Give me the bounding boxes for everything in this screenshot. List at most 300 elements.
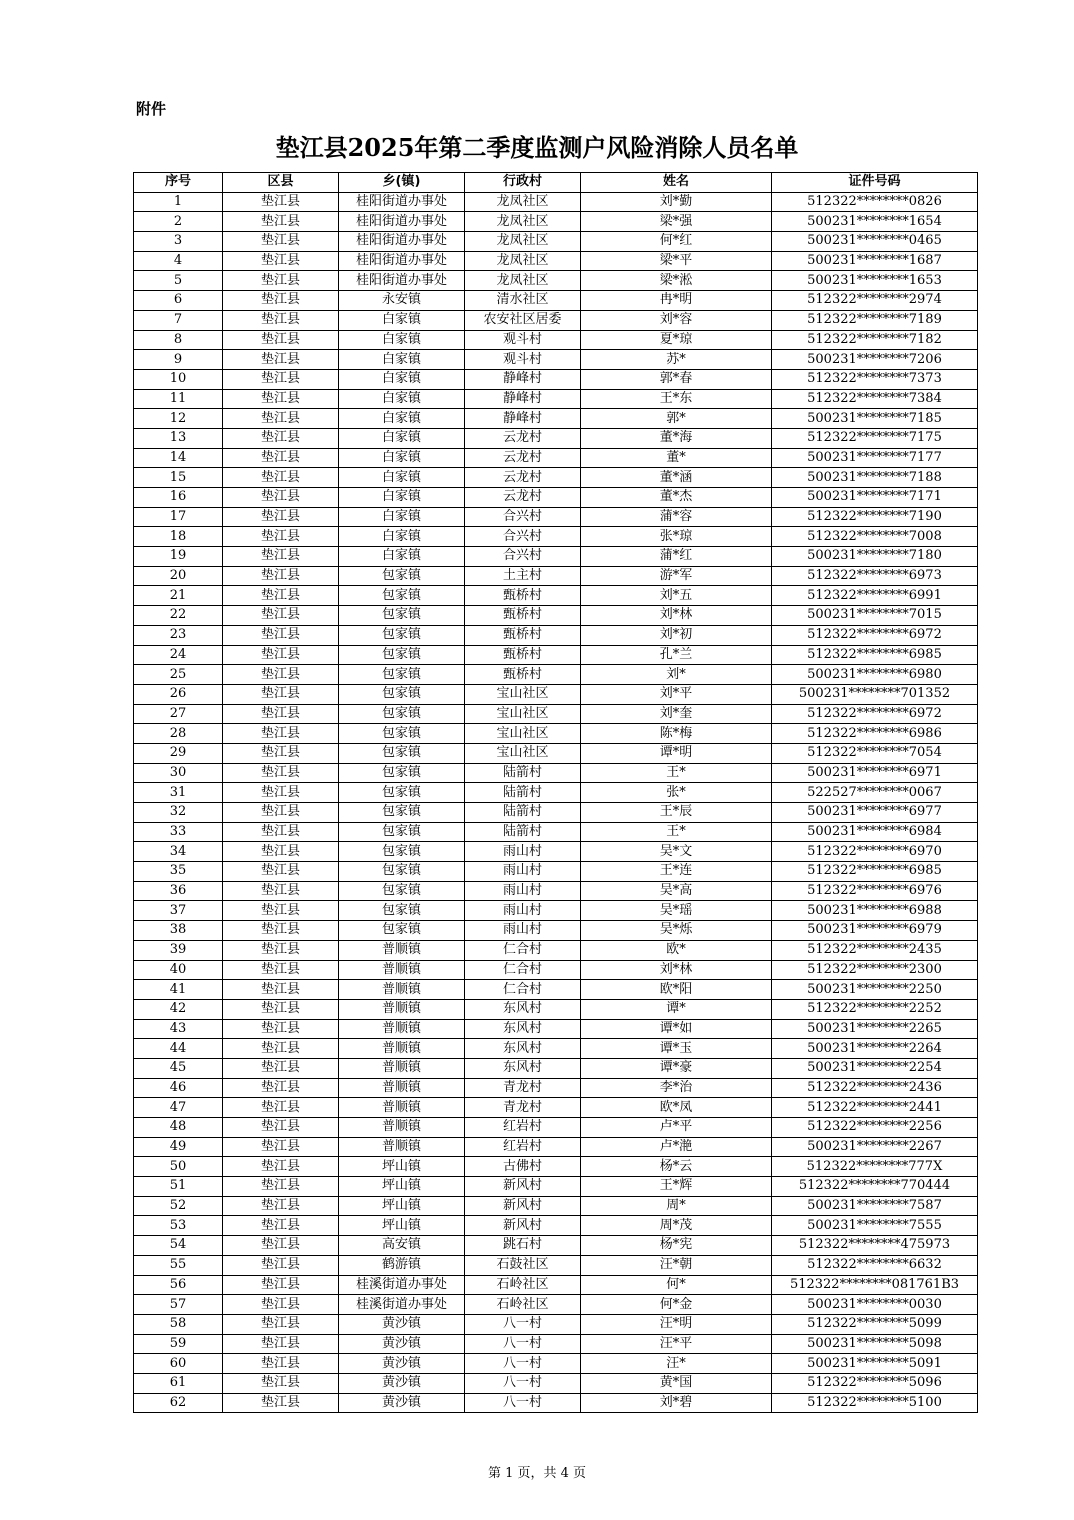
cell-village: 陆箭村	[465, 783, 581, 803]
cell-name: 郭*	[581, 409, 772, 429]
cell-county: 垫江县	[223, 980, 339, 1000]
cell-town: 坪山镇	[339, 1196, 465, 1216]
table-row	[134, 684, 978, 704]
cell-town: 白家镇	[339, 369, 465, 389]
cell-id-number: 512322********2974	[772, 291, 978, 311]
cell-name: 杨*宪	[581, 1236, 772, 1256]
header-index: 序号	[134, 173, 223, 193]
cell-county: 垫江县	[223, 1177, 339, 1197]
table-row	[134, 1019, 978, 1039]
cell-town: 包家镇	[339, 566, 465, 586]
cell-town: 普顺镇	[339, 1058, 465, 1078]
cell-id-number: 500231********0465	[772, 232, 978, 252]
table-row	[134, 251, 978, 271]
cell-id-number: 512322********6970	[772, 842, 978, 862]
table-row	[134, 389, 978, 409]
cell-id-number: 512322********6985	[772, 862, 978, 882]
table-row	[134, 1255, 978, 1275]
cell-name: 黄*国	[581, 1373, 772, 1393]
cell-index: 25	[134, 665, 223, 685]
cell-county: 垫江县	[223, 1275, 339, 1295]
cell-index: 49	[134, 1137, 223, 1157]
cell-village: 云龙村	[465, 428, 581, 448]
cell-town: 包家镇	[339, 862, 465, 882]
table-row	[134, 291, 978, 311]
cell-village: 合兴村	[465, 527, 581, 547]
cell-village: 陆箭村	[465, 822, 581, 842]
cell-index: 45	[134, 1058, 223, 1078]
cell-name: 何*金	[581, 1295, 772, 1315]
cell-county: 垫江县	[223, 1019, 339, 1039]
table-row	[134, 783, 978, 803]
cell-name: 欧*凤	[581, 1098, 772, 1118]
cell-index: 55	[134, 1255, 223, 1275]
table-row	[134, 1177, 978, 1197]
cell-county: 垫江县	[223, 586, 339, 606]
cell-town: 普顺镇	[339, 1118, 465, 1138]
cell-name: 梁*淞	[581, 271, 772, 291]
table-row	[134, 271, 978, 291]
cell-id-number: 512322********7054	[772, 743, 978, 763]
table-row	[134, 1196, 978, 1216]
table-row	[134, 1236, 978, 1256]
cell-village: 陆箭村	[465, 803, 581, 823]
table-row	[134, 212, 978, 232]
cell-town: 桂阳街道办事处	[339, 192, 465, 212]
cell-id-number: 512322********7384	[772, 389, 978, 409]
cell-town: 包家镇	[339, 625, 465, 645]
cell-index: 1	[134, 192, 223, 212]
cell-id-number: 500231********7180	[772, 547, 978, 567]
cell-id-number: 512322********770444	[772, 1177, 978, 1197]
cell-index: 54	[134, 1236, 223, 1256]
cell-town: 普顺镇	[339, 999, 465, 1019]
cell-county: 垫江县	[223, 1039, 339, 1059]
cell-name: 汪*明	[581, 1314, 772, 1334]
header-village: 行政村	[465, 173, 581, 193]
cell-village: 雨山村	[465, 901, 581, 921]
cell-county: 垫江县	[223, 842, 339, 862]
table-row	[134, 547, 978, 567]
table-row	[134, 428, 978, 448]
cell-village: 宝山社区	[465, 684, 581, 704]
cell-index: 31	[134, 783, 223, 803]
cell-county: 垫江县	[223, 1137, 339, 1157]
cell-id-number: 500231********2264	[772, 1039, 978, 1059]
cell-index: 28	[134, 724, 223, 744]
cell-town: 白家镇	[339, 428, 465, 448]
cell-index: 11	[134, 389, 223, 409]
cell-name: 刘*平	[581, 684, 772, 704]
table-row	[134, 1295, 978, 1315]
table-row	[134, 527, 978, 547]
document-title: 垫江县2025年第二季度监测户风险消除人员名单	[275, 133, 799, 162]
cell-id-number: 512322********6973	[772, 566, 978, 586]
cell-index: 33	[134, 822, 223, 842]
cell-index: 58	[134, 1314, 223, 1334]
cell-town: 白家镇	[339, 350, 465, 370]
cell-index: 16	[134, 488, 223, 508]
cell-name: 王*连	[581, 862, 772, 882]
cell-village: 红岩村	[465, 1137, 581, 1157]
cell-town: 桂阳街道办事处	[339, 232, 465, 252]
cell-town: 包家镇	[339, 743, 465, 763]
cell-village: 龙凤社区	[465, 271, 581, 291]
cell-id-number: 500231********701352	[772, 684, 978, 704]
cell-county: 垫江县	[223, 1118, 339, 1138]
cell-town: 坪山镇	[339, 1216, 465, 1236]
cell-id-number: 512322********0826	[772, 192, 978, 212]
cell-index: 41	[134, 980, 223, 1000]
cell-id-number: 522527********0067	[772, 783, 978, 803]
cell-index: 19	[134, 547, 223, 567]
cell-county: 垫江县	[223, 1078, 339, 1098]
cell-county: 垫江县	[223, 232, 339, 252]
cell-county: 垫江县	[223, 488, 339, 508]
cell-village: 新风村	[465, 1216, 581, 1236]
cell-county: 垫江县	[223, 921, 339, 941]
table-row	[134, 724, 978, 744]
cell-county: 垫江县	[223, 1354, 339, 1374]
cell-village: 甄桥村	[465, 665, 581, 685]
cell-id-number: 512322********6972	[772, 704, 978, 724]
cell-county: 垫江县	[223, 291, 339, 311]
cell-village: 龙凤社区	[465, 212, 581, 232]
cell-village: 雨山村	[465, 862, 581, 882]
cell-name: 周*	[581, 1196, 772, 1216]
cell-county: 垫江县	[223, 783, 339, 803]
cell-village: 静峰村	[465, 369, 581, 389]
cell-county: 垫江县	[223, 468, 339, 488]
cell-county: 垫江县	[223, 940, 339, 960]
cell-index: 52	[134, 1196, 223, 1216]
cell-town: 包家镇	[339, 606, 465, 626]
table-row	[134, 803, 978, 823]
cell-name: 李*治	[581, 1078, 772, 1098]
cell-town: 黄沙镇	[339, 1373, 465, 1393]
cell-county: 垫江县	[223, 763, 339, 783]
cell-id-number: 512322********6976	[772, 881, 978, 901]
cell-village: 观斗村	[465, 330, 581, 350]
cell-name: 张*	[581, 783, 772, 803]
cell-id-number: 500231********1687	[772, 251, 978, 271]
cell-index: 39	[134, 940, 223, 960]
cell-town: 包家镇	[339, 901, 465, 921]
cell-village: 静峰村	[465, 409, 581, 429]
cell-town: 包家镇	[339, 724, 465, 744]
cell-id-number: 512322********6986	[772, 724, 978, 744]
cell-id-number: 500231********6979	[772, 921, 978, 941]
cell-index: 62	[134, 1393, 223, 1413]
cell-id-number: 512322********6991	[772, 586, 978, 606]
cell-id-number: 500231********6977	[772, 803, 978, 823]
table-row	[134, 232, 978, 252]
cell-town: 永安镇	[339, 291, 465, 311]
cell-town: 桂阳街道办事处	[339, 271, 465, 291]
table-row	[134, 1118, 978, 1138]
cell-name: 吴*文	[581, 842, 772, 862]
cell-name: 欧*阳	[581, 980, 772, 1000]
cell-town: 白家镇	[339, 547, 465, 567]
table-row	[134, 586, 978, 606]
cell-name: 谭*如	[581, 1019, 772, 1039]
cell-village: 八一村	[465, 1314, 581, 1334]
cell-name: 汪*朝	[581, 1255, 772, 1275]
cell-index: 22	[134, 606, 223, 626]
cell-county: 垫江县	[223, 428, 339, 448]
table-row	[134, 625, 978, 645]
cell-county: 垫江县	[223, 684, 339, 704]
cell-county: 垫江县	[223, 271, 339, 291]
cell-name: 蒲*红	[581, 547, 772, 567]
cell-index: 20	[134, 566, 223, 586]
cell-name: 吴*瑶	[581, 901, 772, 921]
cell-name: 苏*	[581, 350, 772, 370]
cell-town: 普顺镇	[339, 960, 465, 980]
cell-name: 刘*奎	[581, 704, 772, 724]
cell-name: 王*辰	[581, 803, 772, 823]
cell-index: 46	[134, 1078, 223, 1098]
cell-index: 13	[134, 428, 223, 448]
header-row	[134, 173, 978, 193]
cell-id-number: 512322********5099	[772, 1314, 978, 1334]
cell-id-number: 500231********7177	[772, 448, 978, 468]
table-row	[134, 507, 978, 527]
cell-id-number: 500231********7206	[772, 350, 978, 370]
cell-county: 垫江县	[223, 547, 339, 567]
cell-id-number: 500231********2267	[772, 1137, 978, 1157]
cell-county: 垫江县	[223, 448, 339, 468]
table-row	[134, 606, 978, 626]
cell-town: 坪山镇	[339, 1157, 465, 1177]
table-row	[134, 330, 978, 350]
cell-village: 青龙村	[465, 1098, 581, 1118]
cell-county: 垫江县	[223, 369, 339, 389]
cell-name: 董*杰	[581, 488, 772, 508]
table-row	[134, 350, 978, 370]
cell-id-number: 512322********2252	[772, 999, 978, 1019]
cell-county: 垫江县	[223, 409, 339, 429]
table-row	[134, 488, 978, 508]
cell-town: 包家镇	[339, 763, 465, 783]
cell-village: 雨山村	[465, 881, 581, 901]
cell-index: 12	[134, 409, 223, 429]
cell-id-number: 500231********7185	[772, 409, 978, 429]
cell-town: 白家镇	[339, 310, 465, 330]
cell-name: 汪*平	[581, 1334, 772, 1354]
cell-county: 垫江县	[223, 1295, 339, 1315]
cell-id-number: 512322********6972	[772, 625, 978, 645]
cell-index: 57	[134, 1295, 223, 1315]
cell-index: 38	[134, 921, 223, 941]
cell-town: 白家镇	[339, 468, 465, 488]
cell-name: 何*	[581, 1275, 772, 1295]
cell-name: 刘*	[581, 665, 772, 685]
cell-index: 48	[134, 1118, 223, 1138]
cell-village: 红岩村	[465, 1118, 581, 1138]
cell-id-number: 512322********7190	[772, 507, 978, 527]
cell-village: 陆箭村	[465, 763, 581, 783]
cell-town: 包家镇	[339, 822, 465, 842]
cell-town: 包家镇	[339, 881, 465, 901]
cell-index: 53	[134, 1216, 223, 1236]
cell-index: 8	[134, 330, 223, 350]
cell-village: 云龙村	[465, 448, 581, 468]
cell-index: 36	[134, 881, 223, 901]
cell-county: 垫江县	[223, 251, 339, 271]
cell-county: 垫江县	[223, 350, 339, 370]
header-name: 姓名	[581, 173, 772, 193]
cell-village: 仁合村	[465, 980, 581, 1000]
cell-id-number: 512322********081761B3	[772, 1275, 978, 1295]
cell-name: 董*	[581, 448, 772, 468]
table-row	[134, 1275, 978, 1295]
table-row	[134, 999, 978, 1019]
cell-village: 甄桥村	[465, 645, 581, 665]
cell-village: 雨山村	[465, 921, 581, 941]
cell-name: 蒲*容	[581, 507, 772, 527]
cell-id-number: 512322********7373	[772, 369, 978, 389]
cell-town: 桂阳街道办事处	[339, 251, 465, 271]
cell-name: 谭*豪	[581, 1058, 772, 1078]
cell-id-number: 500231********7555	[772, 1216, 978, 1236]
cell-id-number: 500231********0030	[772, 1295, 978, 1315]
cell-id-number: 512322********5100	[772, 1393, 978, 1413]
cell-index: 23	[134, 625, 223, 645]
cell-index: 35	[134, 862, 223, 882]
cell-village: 观斗村	[465, 350, 581, 370]
cell-name: 谭*	[581, 999, 772, 1019]
table-row	[134, 960, 978, 980]
cell-town: 白家镇	[339, 448, 465, 468]
cell-town: 桂溪街道办事处	[339, 1275, 465, 1295]
cell-name: 刘*林	[581, 606, 772, 626]
cell-index: 2	[134, 212, 223, 232]
cell-town: 包家镇	[339, 842, 465, 862]
cell-county: 垫江县	[223, 212, 339, 232]
cell-village: 石岭社区	[465, 1275, 581, 1295]
cell-county: 垫江县	[223, 330, 339, 350]
cell-id-number: 500231********2254	[772, 1058, 978, 1078]
cell-village: 合兴村	[465, 507, 581, 527]
cell-county: 垫江县	[223, 724, 339, 744]
cell-county: 垫江县	[223, 1157, 339, 1177]
cell-name: 刘*林	[581, 960, 772, 980]
cell-town: 普顺镇	[339, 1098, 465, 1118]
cell-village: 雨山村	[465, 842, 581, 862]
cell-town: 黄沙镇	[339, 1393, 465, 1413]
table-row	[134, 665, 978, 685]
cell-town: 普顺镇	[339, 1078, 465, 1098]
cell-index: 44	[134, 1039, 223, 1059]
cell-index: 9	[134, 350, 223, 370]
cell-village: 东风村	[465, 1058, 581, 1078]
cell-town: 包家镇	[339, 586, 465, 606]
cell-id-number: 512322********7182	[772, 330, 978, 350]
cell-village: 新风村	[465, 1177, 581, 1197]
cell-id-number: 500231********5091	[772, 1354, 978, 1374]
cell-id-number: 500231********7587	[772, 1196, 978, 1216]
cell-name: 谭*玉	[581, 1039, 772, 1059]
cell-index: 51	[134, 1177, 223, 1197]
cell-index: 56	[134, 1275, 223, 1295]
cell-id-number: 500231********6980	[772, 665, 978, 685]
roster-table	[133, 172, 978, 1413]
attachment-label: 附件	[136, 100, 167, 118]
cell-id-number: 500231********5098	[772, 1334, 978, 1354]
cell-name: 郭*春	[581, 369, 772, 389]
cell-county: 垫江县	[223, 1255, 339, 1275]
cell-town: 坪山镇	[339, 1177, 465, 1197]
cell-index: 61	[134, 1373, 223, 1393]
cell-town: 包家镇	[339, 684, 465, 704]
cell-name: 卢*滟	[581, 1137, 772, 1157]
table-row	[134, 940, 978, 960]
cell-county: 垫江县	[223, 999, 339, 1019]
cell-county: 垫江县	[223, 1334, 339, 1354]
cell-county: 垫江县	[223, 1373, 339, 1393]
page-footer: 第 1 页，共 4 页	[487, 1466, 587, 1481]
cell-county: 垫江县	[223, 704, 339, 724]
cell-county: 垫江县	[223, 901, 339, 921]
cell-id-number: 500231********2265	[772, 1019, 978, 1039]
cell-index: 14	[134, 448, 223, 468]
table-row	[134, 822, 978, 842]
table-row	[134, 369, 978, 389]
cell-id-number: 512322********6632	[772, 1255, 978, 1275]
cell-town: 高安镇	[339, 1236, 465, 1256]
cell-village: 甄桥村	[465, 606, 581, 626]
cell-name: 刘*初	[581, 625, 772, 645]
cell-village: 龙凤社区	[465, 192, 581, 212]
cell-village: 宝山社区	[465, 704, 581, 724]
cell-index: 18	[134, 527, 223, 547]
cell-village: 宝山社区	[465, 743, 581, 763]
cell-town: 黄沙镇	[339, 1334, 465, 1354]
cell-town: 桂阳街道办事处	[339, 212, 465, 232]
cell-village: 跳石村	[465, 1236, 581, 1256]
table-row	[134, 566, 978, 586]
cell-index: 6	[134, 291, 223, 311]
cell-village: 青龙村	[465, 1078, 581, 1098]
cell-id-number: 500231********6988	[772, 901, 978, 921]
cell-index: 43	[134, 1019, 223, 1039]
cell-index: 32	[134, 803, 223, 823]
cell-id-number: 512322********777X	[772, 1157, 978, 1177]
cell-county: 垫江县	[223, 1196, 339, 1216]
cell-index: 30	[134, 763, 223, 783]
cell-town: 普顺镇	[339, 1019, 465, 1039]
table-row	[134, 1354, 978, 1374]
cell-village: 龙凤社区	[465, 232, 581, 252]
cell-county: 垫江县	[223, 1314, 339, 1334]
cell-id-number: 512322********7189	[772, 310, 978, 330]
cell-village: 甄桥村	[465, 586, 581, 606]
cell-name: 吴*高	[581, 881, 772, 901]
table-row	[134, 881, 978, 901]
cell-county: 垫江县	[223, 389, 339, 409]
cell-name: 周*茂	[581, 1216, 772, 1236]
cell-id-number: 512322********2256	[772, 1118, 978, 1138]
table-row	[134, 704, 978, 724]
table-row	[134, 1137, 978, 1157]
cell-village: 东风村	[465, 1039, 581, 1059]
cell-index: 7	[134, 310, 223, 330]
table-row	[134, 468, 978, 488]
table-row	[134, 842, 978, 862]
cell-name: 冉*明	[581, 291, 772, 311]
table-row	[134, 645, 978, 665]
